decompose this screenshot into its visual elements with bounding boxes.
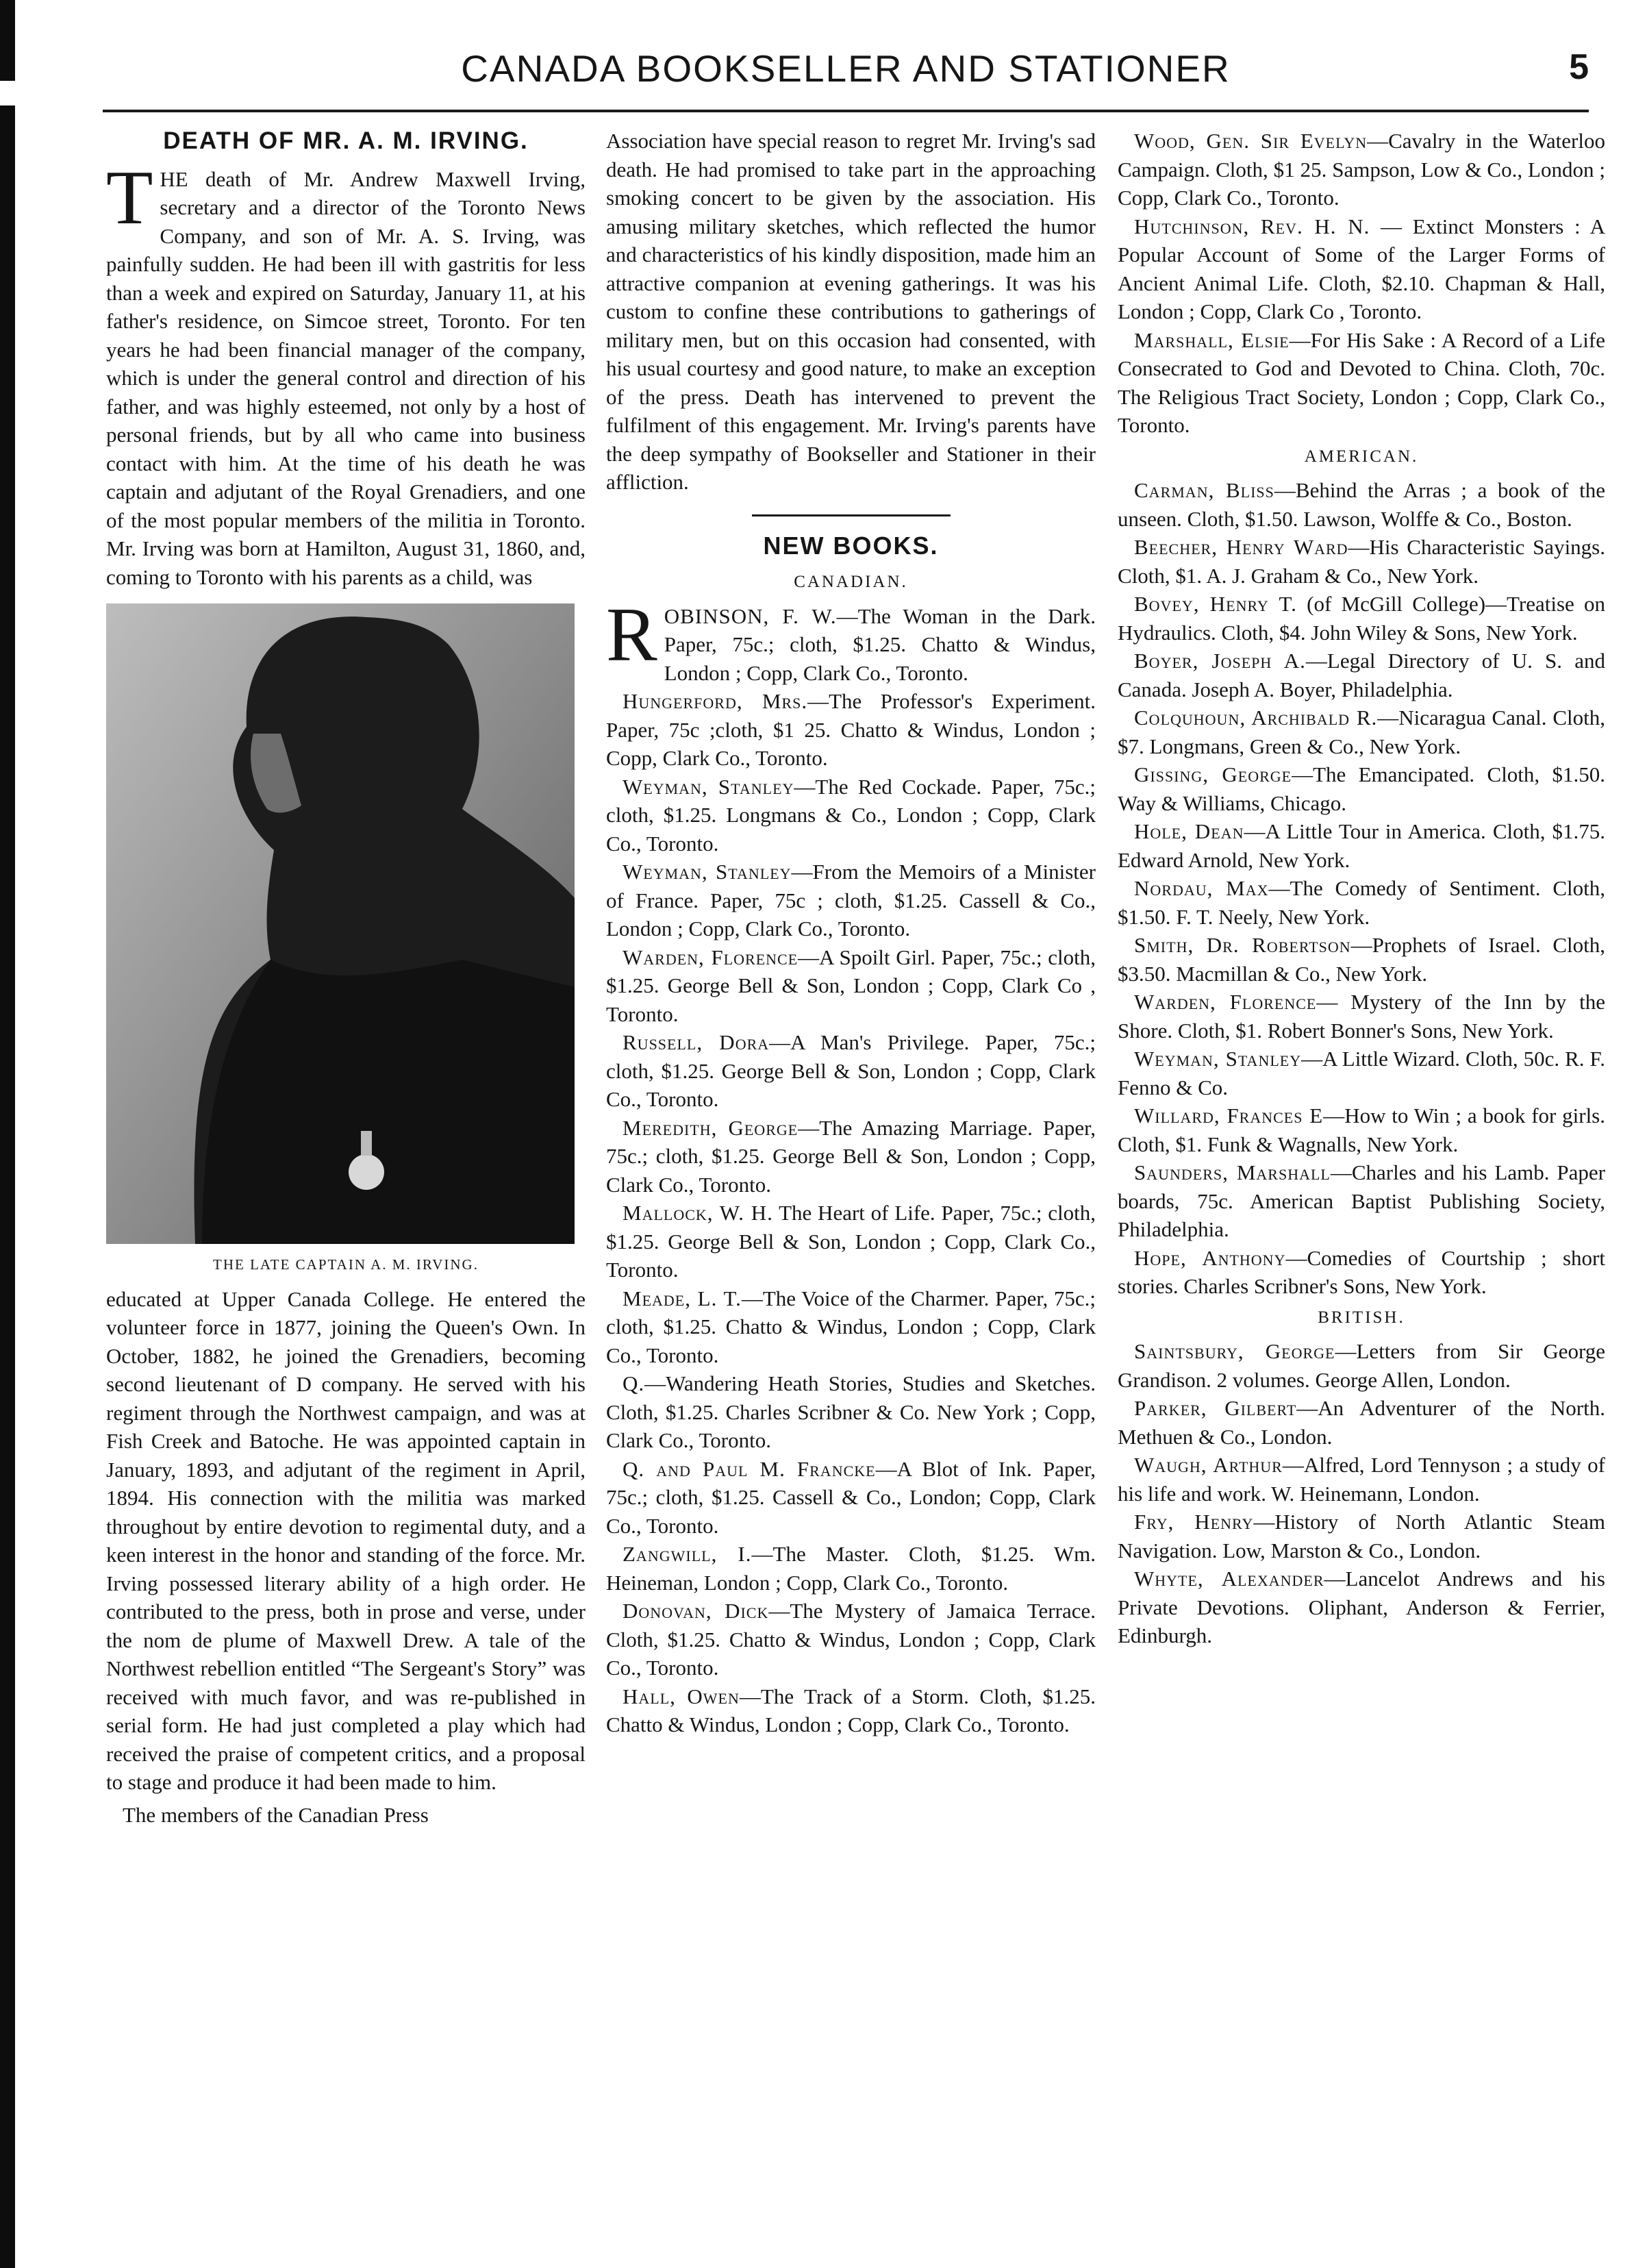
book-details: —Comedies of Courtship ; short stories. Charles Scribner's Sons, New York. [1118, 1245, 1605, 1298]
book-details: —Charles and his Lamb. Paper boards, 75c. American Baptist Publishing Society, Philadelphia. [1118, 1160, 1605, 1241]
book-author: Q. and Paul M. Francke [623, 1456, 876, 1481]
book-details: —The Voice of the Charmer. Paper, 75c.; cloth, $1.25. Chatto & Windus, London ; Copp, Clark Co., Toronto. [606, 1286, 1096, 1367]
article-paragraph-1 [106, 155, 586, 592]
book-author: Meade, L. T. [623, 1286, 742, 1310]
book-details: —For His Sake : A Record of a Life Consecrated to God and Devoted to China. Cloth, 70c. The Religious Tract Society, London ; Copp, Clark Co., Toronto. [1118, 327, 1606, 437]
book-author: Donovan, Dick [623, 1599, 769, 1623]
canadian-book-list [606, 687, 1096, 1739]
book-details: —How to Win ; a book for girls. Cloth, $1. Funk & Wagnalls, New York. [1118, 1104, 1605, 1156]
article-para1-text: HE death of Mr. Andrew Maxwell Irving, secretary and a director of the Toronto News Company, and son of Mr. A. S. Irving, was painfully sudden. He had been ill with gastritis for less than a week and expired on Saturday, January 11, at his father's residence, on Simcoe street, Toronto. For ten years he had been financial manager of the company, which is under the general control and direction of his father, and was highly esteemed, not only by a host of personal friends, but by all who came into business contact with him. At the time of his death he was captain and adjutant of the Royal Grenadiers, and one of the most popular members of the militia in Toronto. Mr. Irving was born at Hamilton, August 31, 1860, and, coming to Toronto with his parents as a child, was [106, 166, 586, 589]
book-author: Saunders, Marshall [1134, 1160, 1331, 1184]
book-author: Russell, Dora [623, 1030, 770, 1054]
book-entry [1118, 1451, 1605, 1508]
book-author: Marshall, Elsie [1134, 327, 1290, 352]
book-details: —Nicaragua Canal. Cloth, $7. Longmans, Green & Co., New York. [1118, 706, 1605, 758]
page-edge-gap [0, 81, 15, 105]
book-details: —The Master. Cloth, $1.25. Wm. Heineman, London ; Copp, Clark Co., Toronto. [606, 1542, 1096, 1595]
book-details: (of McGill College)—Treatise on Hydraulics. Cloth, $4. John Wiley & Sons, New York. [1118, 592, 1605, 645]
book-details: —Alfred, Lord Tennyson ; a study of his life and work. W. Heinemann, London. [1118, 1453, 1606, 1506]
dropcap-r: R [606, 592, 657, 677]
book-details: —His Characteristic Sayings. Cloth, $1. A. J. Graham & Co., New York. [1118, 535, 1605, 588]
section-divider [752, 514, 951, 516]
book-entry [1118, 590, 1605, 647]
book-details: —History of North Atlantic Steam Navigation. Low, Marston & Co., London. [1118, 1510, 1606, 1562]
book-entry [1118, 817, 1605, 874]
book-entry [1118, 760, 1605, 817]
book-details: —The Woman in the Dark. Paper, 75c.; cloth, $1.25. Chatto & Windus, London ; Copp, Clark Co., Toronto. [664, 603, 1096, 685]
book-author: Hall, Owen [623, 1684, 740, 1708]
book-entry [606, 1455, 1096, 1541]
book-entry [1118, 326, 1605, 440]
book-entry [1118, 212, 1605, 326]
book-author: Bovey, Henry T. [1134, 592, 1297, 616]
book-entry [606, 1369, 1096, 1455]
book-details: —The Professor's Experiment. Paper, 75c ;cloth, $1 25. Chatto & Windus, London ; Copp, Clark Co., Toronto. [606, 689, 1096, 770]
book-entry-first [606, 592, 1096, 688]
book-details: —A Spoilt Girl. Paper, 75c.; cloth, $1.25. George Bell & Son, London ; Copp, Clark Co , Toronto. [606, 945, 1096, 1026]
book-author: Colquhoun, Archibald R. [1134, 706, 1378, 730]
book-entry [1118, 1508, 1605, 1565]
book-details: — Mystery of the Inn by the Shore. Cloth, $1. Robert Bonner's Sons, New York. [1118, 990, 1605, 1043]
book-author: Gissing, George [1134, 762, 1292, 786]
portrait-photo [106, 603, 575, 1244]
book-author: Weyman, Stanley [623, 860, 792, 884]
book-details: —A Little Wizard. Cloth, 50c. R. F. Fenno & Co. [1118, 1047, 1605, 1099]
book-author: Willard, Frances E [1134, 1104, 1324, 1127]
canadian-subhead: CANADIAN. [794, 573, 908, 591]
book-author: Nordau, Max [1134, 876, 1269, 900]
book-entry [1118, 1101, 1605, 1158]
book-entry [606, 687, 1096, 773]
book-details: —The Track of a Storm. Cloth, $1.25. Chatto & Windus, London ; Copp, Clark Co., Toronto. [606, 1684, 1096, 1736]
book-entry [606, 1540, 1096, 1597]
book-author: Smith, Dr. Robertson [1134, 933, 1351, 957]
column-2 [606, 127, 1096, 1739]
book-details: —Lancelot Andrews and his Private Devotions. Oliphant, Anderson & Ferrier, Edinburgh. [1118, 1567, 1605, 1647]
dropcap-t: T [106, 155, 153, 240]
book-entry [1118, 874, 1605, 931]
article-paragraph-1-continued: educated at Upper Canada College. He entered the volunteer force in 1877, joining the Queen's Own. In October, 1882, he joined the Grenadiers, becoming second lieutenant of D company. He served with his regiment through the Northwest campaign, and was at Fish Creek and Batoche. He was appointed captain in January, 1893, and adjutant of the regiment in April, 1894. His connection with the militia was marked throughout by entire devotion to regimental duty, and a keen interest in the honor and standing of the force. Mr. Irving possessed literary ability of a high order. He contributed to the press, both in prose and verse, under the nom de plume of Maxwell Drew. A tale of the Northwest rebellion entitled “The Sergeant's Story” was received with much favor, and was re-published in serial form. He had just completed a play which had received the praise of competent critics, and a proposal to stage and produce it had been made to him. [106, 1286, 586, 1794]
british-book-list [1118, 1337, 1605, 1650]
page-edge-bar [0, 0, 15, 2268]
book-entry [606, 1199, 1096, 1284]
header-rule [103, 110, 1589, 112]
book-author: Beecher, Henry Ward [1134, 535, 1348, 559]
book-details: —From the Memoirs of a Minister of France. Paper, 75c ; cloth, $1.25. Cassell & Co., London ; Copp, Clark Co., Toronto. [606, 860, 1096, 940]
book-entry [1118, 1565, 1605, 1650]
book-author: Weyman, Stanley [623, 774, 794, 799]
book-details: The Heart of Life. Paper, 75c.; cloth, $1.25. George Bell & Son, London ; Copp, Clark Co., Toronto. [606, 1201, 1096, 1282]
article-title: DEATH OF MR. A. M. IRVING. [163, 127, 529, 154]
book-author: Zangwill, I. [623, 1542, 752, 1566]
portrait-illustration [106, 603, 575, 1244]
book-details: — Extinct Monsters : A Popular Account of Some of the Larger Forms of Ancient Animal Life. Cloth, $2.10. Chapman & Hall, London ; Copp, Clark Co , Toronto. [1118, 214, 1605, 323]
book-author: Saintsbury, George [1134, 1339, 1335, 1363]
book-author: Carman, Bliss [1134, 478, 1274, 502]
british-subhead: BRITISH. [1318, 1308, 1405, 1327]
book-author: Hole, Dean [1134, 819, 1244, 843]
book-details: —Letters from Sir George Grandison. 2 volumes. George Allen, London. [1118, 1339, 1605, 1392]
book-details: —The Mystery of Jamaica Terrace. Cloth, $1.25. Chatto & Windus, London ; Copp, Clark Co., Toronto. [606, 1599, 1096, 1680]
american-subhead: AMERICAN. [1304, 447, 1419, 466]
book-author: Parker, Gilbert [1134, 1396, 1297, 1420]
book-entry [606, 1284, 1096, 1370]
book-author: Whyte, Alexander [1134, 1567, 1324, 1591]
book-details: —Legal Directory of U. S. and Canada. Joseph A. Boyer, Philadelphia. [1118, 649, 1605, 701]
page-header [103, 47, 1589, 108]
book-details: —A Blot of Ink. Paper, 75c.; cloth, $1.25. Cassell & Co., London; Copp, Clark Co., Toronto. [606, 1456, 1096, 1538]
book-author: Mallock, W. H. [623, 1201, 773, 1225]
book-entry [606, 1028, 1096, 1114]
book-entry [1118, 988, 1605, 1045]
column-3 [1118, 127, 1605, 1650]
book-entry [1118, 1394, 1605, 1451]
book-entry [1118, 931, 1605, 988]
column-1 [106, 127, 586, 1829]
article-paragraph-2-continued: Association have special reason to regret Mr. Irving's sad death. He had promised to take part in the approaching smoking concert to be given by the association. His amusing military sketches, which reflected the humor and characteristics of his kindly disposition, made him an attractive companion at evening gatherings. It was his custom to confine these contributions to gatherings of military men, but on this occasion had consented, with his usual courtesy and good nature, to make an exception of the press. Death has intervened to prevent the fulfilment of this engagement. Mr. Irving's parents have the deep sympathy of Bookseller and Stationer in their affliction. [606, 129, 1096, 494]
american-book-list [1118, 476, 1605, 1301]
book-details: —The Comedy of Sentiment. Cloth, $1.50. F. T. Neely, New York. [1118, 876, 1605, 929]
book-author: Weyman, Stanley [1134, 1047, 1302, 1071]
photo-caption: THE LATE CAPTAIN A. M. IRVING. [213, 1256, 479, 1273]
new-books-title: NEW BOOKS. [763, 531, 939, 560]
book-entry [1118, 127, 1605, 212]
book-entry [606, 858, 1096, 943]
book-details: —Wandering Heath Stories, Studies and Sketches. Cloth, $1.25. Charles Scribner & Co. New York ; Copp, Clark Co., Toronto. [606, 1371, 1096, 1452]
book-entry [606, 943, 1096, 1029]
canadian-book-list-continued [1118, 127, 1605, 440]
book-entry [606, 1682, 1096, 1739]
book-details: —A Man's Privilege. Paper, 75c.; cloth, $1.25. George Bell & Son, London ; Copp, Clark Co., Toronto. [606, 1030, 1096, 1111]
book-entry [1118, 703, 1605, 760]
book-details: —The Emancipated. Cloth, $1.50. Way & Williams, Chicago. [1118, 762, 1605, 815]
book-details: —Behind the Arras ; a book of the unseen. Cloth, $1.50. Lawson, Wolffe & Co., Boston. [1118, 478, 1605, 531]
book-entry [1118, 1045, 1605, 1101]
book-entry [606, 773, 1096, 858]
page-number: 5 [1569, 47, 1589, 87]
book-author: Warden, Florence [1134, 990, 1317, 1014]
book-author: Warden, Florence [623, 945, 799, 969]
book-details: —Cavalry in the Waterloo Campaign. Cloth, $1 25. Sampson, Low & Co., London ; Copp, Clark Co., Toronto. [1118, 129, 1605, 210]
book-author: Wood, Gen. Sir Evelyn [1134, 129, 1368, 153]
book-entry [1118, 1337, 1605, 1394]
book-author: Waugh, Arthur [1134, 1453, 1283, 1477]
book-author: Fry, Henry [1134, 1510, 1254, 1534]
book-entry [1118, 476, 1605, 533]
book-entry [1118, 1244, 1605, 1301]
book-entry [1118, 647, 1605, 703]
book-entry [606, 1597, 1096, 1682]
book-details: —An Adventurer of the North. Methuen & Co., London. [1118, 1396, 1605, 1449]
article-paragraph-2-start: The members of the Canadian Press [123, 1802, 429, 1827]
book-details: —Prophets of Israel. Cloth, $3.50. Macmillan & Co., New York. [1118, 933, 1605, 986]
book-author: Hope, Anthony [1134, 1245, 1286, 1270]
book-entry [606, 1114, 1096, 1199]
book-author: Boyer, Joseph A. [1134, 649, 1306, 673]
running-title: CANADA BOOKSELLER AND STATIONER [461, 47, 1231, 90]
book-details: —The Red Cockade. Paper, 75c.; cloth, $1.25. Longmans & Co., London ; Copp, Clark Co., Toronto. [606, 774, 1096, 856]
book-details: —A Little Tour in America. Cloth, $1.75. Edward Arnold, New York. [1118, 819, 1605, 872]
book-author: Hungerford, Mrs. [623, 689, 808, 713]
book-details: —The Amazing Marriage. Paper, 75c.; cloth, $1.25. George Bell & Son, London ; Copp, Clark Co., Toronto. [606, 1115, 1096, 1197]
book-entry [1118, 1158, 1605, 1244]
book-author: Hutchinson, Rev. H. N. [1134, 214, 1370, 238]
book-author: Meredith, George [623, 1115, 799, 1140]
book-author: Q. [623, 1371, 645, 1395]
book-author: OBINSON, F. W. [664, 603, 837, 628]
book-entry [1118, 533, 1605, 590]
